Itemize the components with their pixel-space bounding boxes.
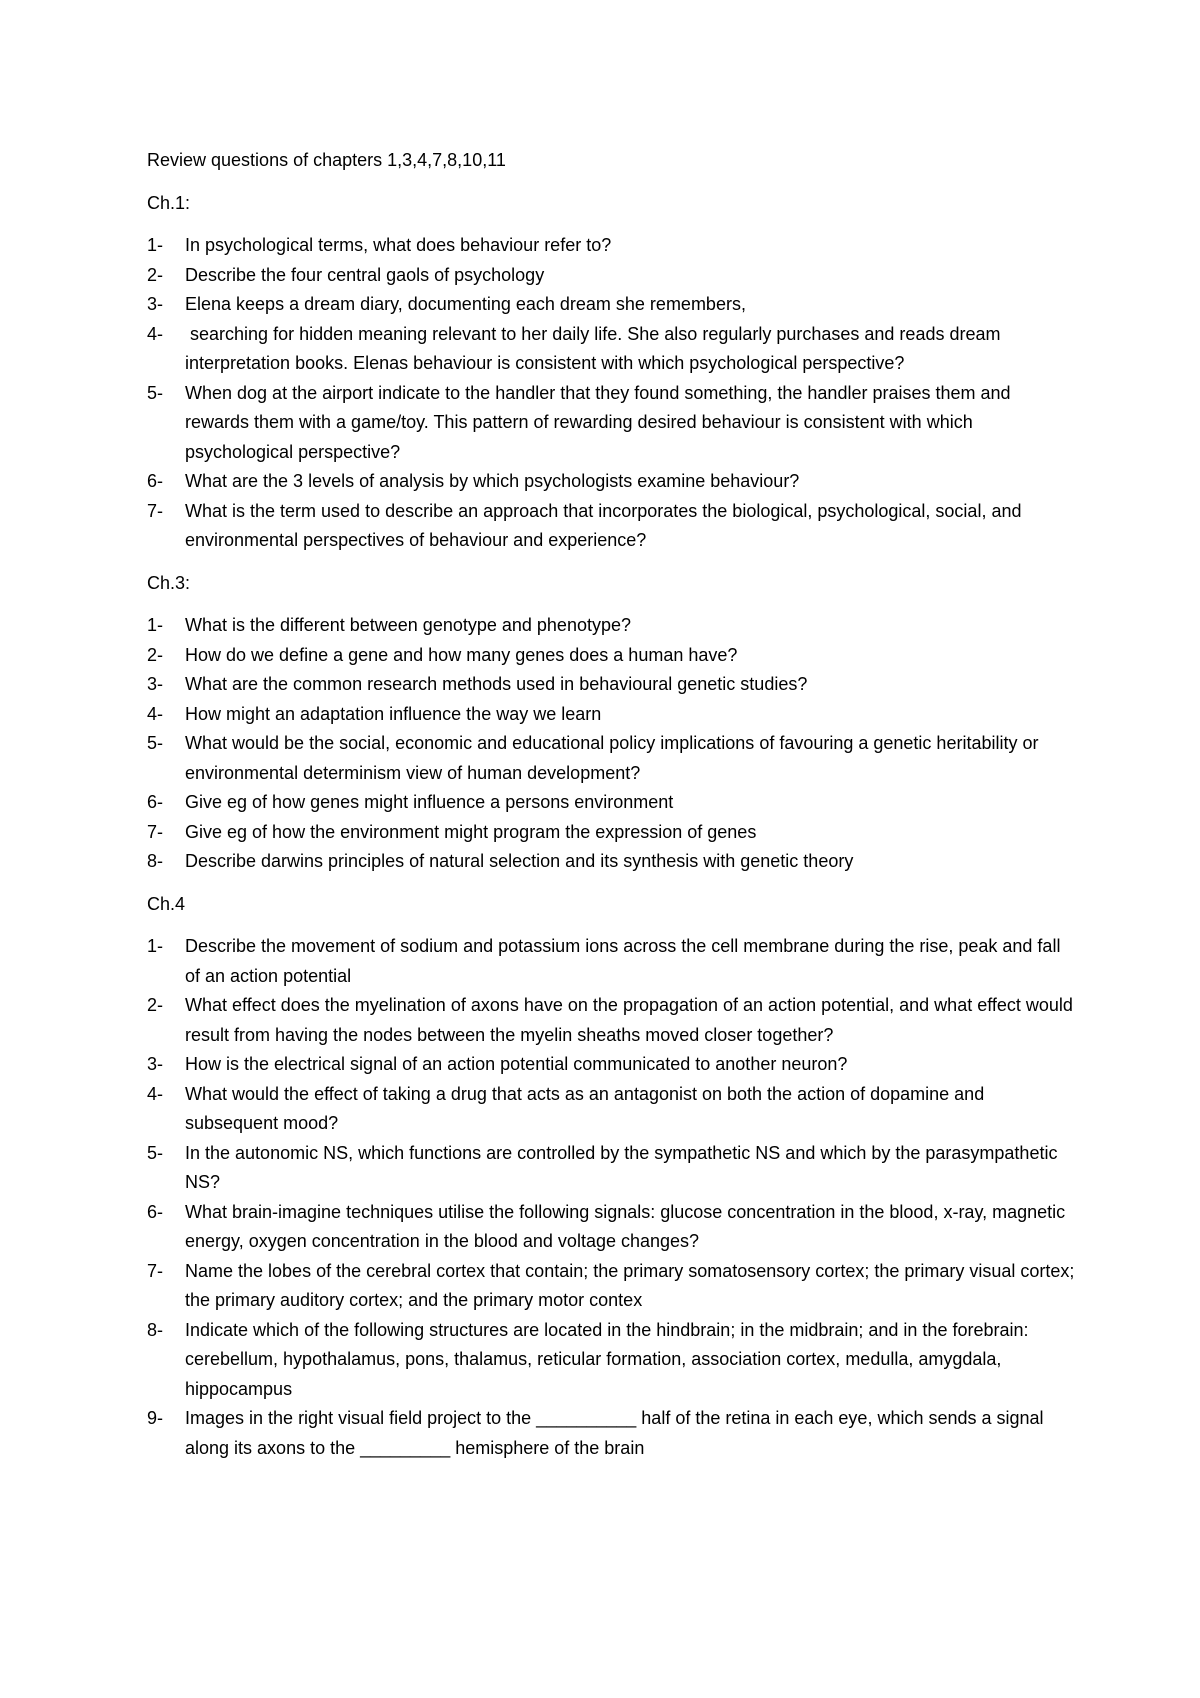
question-number: 2-	[147, 264, 164, 285]
question-number: 5-	[147, 1142, 164, 1163]
question-number: 7-	[147, 500, 164, 521]
chapter-section-1	[147, 189, 1077, 556]
question-text: What are the common research methods used in behavioural genetic studies?	[185, 674, 808, 694]
question-number: 6-	[147, 792, 164, 812]
question-item	[147, 1080, 1077, 1139]
question-number: 5-	[147, 733, 164, 753]
question-item	[147, 991, 1077, 1050]
question-item	[147, 700, 1077, 730]
question-number: 1-	[147, 615, 164, 635]
question-list	[147, 932, 1077, 1463]
question-text: What is the term used to describe an approach that incorporates the biological, psychological, social, and environmental perspectives of behaviour and experience?	[185, 500, 1022, 550]
document-title: Review questions of chapters 1,3,4,7,8,10,11	[147, 150, 506, 170]
question-number: 7-	[147, 1260, 164, 1281]
question-number: 3-	[147, 294, 164, 314]
question-number: 8-	[147, 851, 164, 871]
question-text: Give eg of how genes might influence a persons environment	[185, 792, 674, 812]
question-item	[147, 670, 1077, 700]
question-text: How is the electrical signal of an action potential communicated to another neuron?	[185, 1054, 848, 1074]
question-item	[147, 847, 1077, 877]
question-number: 1-	[147, 235, 164, 255]
chapter-section-4	[147, 890, 1077, 1464]
question-item	[147, 320, 1077, 379]
question-item	[147, 497, 1077, 556]
question-item	[147, 1257, 1077, 1316]
question-item	[147, 1316, 1077, 1405]
question-number: 8-	[147, 1319, 164, 1340]
chapter-heading: Ch.3:	[147, 572, 191, 593]
question-text: Indicate which of the following structures are located in the hindbrain; in the midbrain; and in the forebrain: cerebellum, hypothalamus, pons, thalamus, reticular formation, association cortex, medulla, amygdala, hippocampus	[185, 1319, 1029, 1399]
question-text: What is the different between genotype and phenotype?	[185, 615, 631, 635]
question-item	[147, 467, 1077, 497]
question-item	[147, 611, 1077, 641]
question-number: 1-	[147, 936, 164, 956]
question-text: In psychological terms, what does behaviour refer to?	[185, 235, 612, 255]
question-number: 6-	[147, 1201, 164, 1222]
question-text: What would be the social, economic and educational policy implications of favouring a genetic heritability or environmental determinism view of human development?	[185, 733, 1039, 783]
question-text: How might an adaptation influence the way we learn	[185, 703, 602, 724]
question-text: Describe the four central gaols of psychology	[185, 264, 545, 285]
question-text: In the autonomic NS, which functions are controlled by the sympathetic NS and which by the parasympathetic NS?	[185, 1142, 1058, 1192]
question-text: What effect does the myelination of axons have on the propagation of an action potential, and what effect would result from having the nodes between the myelin sheaths moved closer together?	[185, 995, 1073, 1045]
question-number: 3-	[147, 1054, 164, 1074]
question-item	[147, 1198, 1077, 1257]
question-text: Describe darwins principles of natural selection and its synthesis with genetic theory	[185, 851, 854, 871]
question-text: Give eg of how the environment might program the expression of genes	[185, 821, 757, 842]
question-item	[147, 231, 1077, 261]
question-list	[147, 231, 1077, 556]
question-number: 9-	[147, 1408, 164, 1428]
question-number: 6-	[147, 471, 164, 491]
question-item	[147, 1139, 1077, 1198]
question-number: 5-	[147, 382, 164, 403]
question-number: 2-	[147, 644, 164, 665]
question-text: Name the lobes of the cerebral cortex that contain; the primary somatosensory cortex; the primary visual cortex; the primary auditory cortex; and the primary motor contex	[185, 1260, 1075, 1310]
chapter-heading: Ch.1:	[147, 192, 191, 213]
question-number: 4-	[147, 703, 164, 724]
question-number: 7-	[147, 821, 164, 842]
question-text: searching for hidden meaning relevant to her daily life. She also regularly purchases and reads dream interpretation books. Elenas behaviour is consistent with which psychological perspective?	[185, 323, 1006, 373]
question-text: How do we define a gene and how many genes does a human have?	[185, 644, 738, 665]
chapter-section-3	[147, 569, 1077, 877]
question-item	[147, 290, 1077, 320]
question-item	[147, 379, 1077, 468]
question-item	[147, 788, 1077, 818]
question-text: Elena keeps a dream diary, documenting each dream she remembers,	[185, 294, 746, 314]
question-text: Describe the movement of sodium and potassium ions across the cell membrane during the rise, peak and fall of an action potential	[185, 936, 1061, 986]
question-text: What are the 3 levels of analysis by which psychologists examine behaviour?	[185, 471, 800, 491]
question-number: 4-	[147, 323, 164, 344]
question-item	[147, 261, 1077, 291]
question-item	[147, 641, 1077, 671]
question-number: 2-	[147, 995, 164, 1015]
question-text: Images in the right visual field project to the __________ half of the retina in each eye, which sends a signal along its axons to the _________ hemisphere of the brain	[185, 1408, 1044, 1458]
question-number: 3-	[147, 674, 164, 694]
question-number: 4-	[147, 1083, 164, 1104]
chapter-heading: Ch.4	[147, 893, 186, 914]
question-text: What would the effect of taking a drug that acts as an antagonist on both the action of dopamine and subsequent mood?	[185, 1083, 985, 1133]
question-item	[147, 729, 1077, 788]
question-item	[147, 1050, 1077, 1080]
question-item	[147, 818, 1077, 848]
question-item	[147, 932, 1077, 991]
question-item	[147, 1404, 1077, 1463]
question-text: When dog at the airport indicate to the handler that they found something, the handler praises them and rewards them with a game/toy. This pattern of rewarding desired behaviour is consistent with which psychological perspective?	[185, 382, 1011, 462]
question-list	[147, 611, 1077, 877]
question-text: What brain-imagine techniques utilise the following signals: glucose concentration in the blood, x-ray, magnetic energy, oxygen concentration in the blood and voltage changes?	[185, 1201, 1066, 1251]
document-body	[147, 146, 1077, 1476]
